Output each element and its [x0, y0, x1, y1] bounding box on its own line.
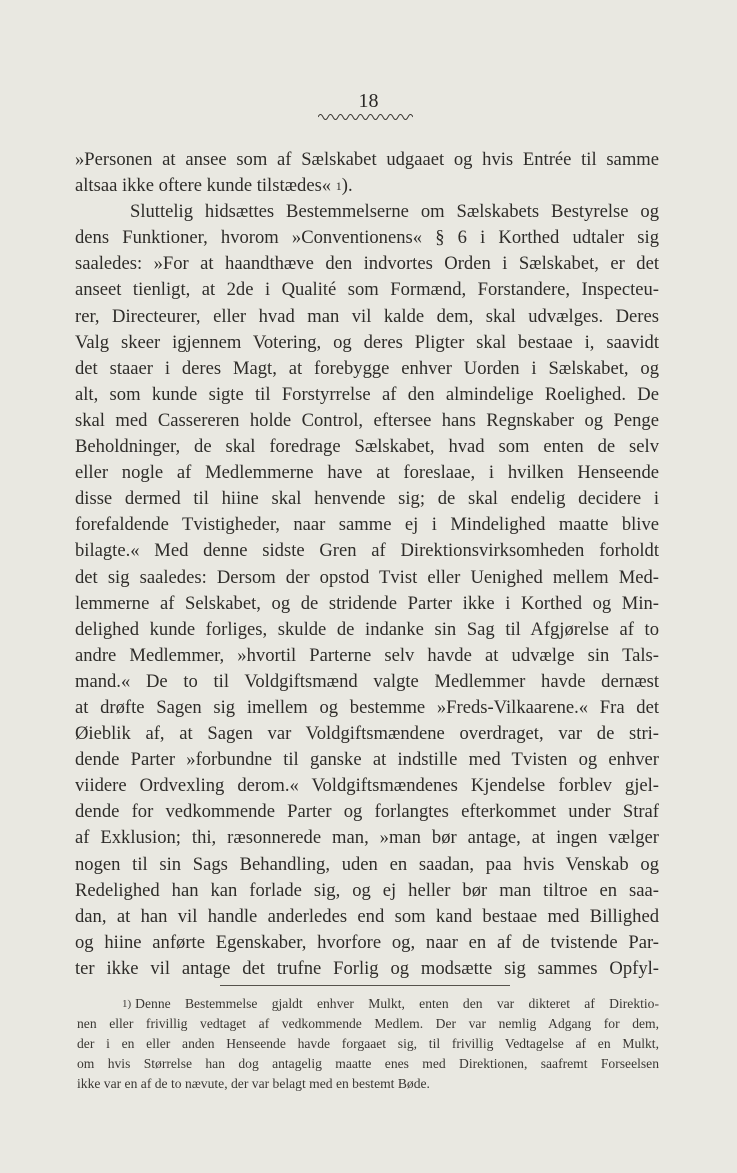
- text-line: Sluttelig hidsættes Bestemmelserne om Sælskabets Bestyrelse og: [130, 201, 659, 223]
- text-line: at drøfte Sagen sig imellem og bestemme »Freds-Vilkaarene.« Fra det: [75, 696, 659, 718]
- text-line: eller nogle af Medlemmerne have at foreslaae, i hvilken Henseende: [75, 462, 659, 484]
- text-line: og hiine anførte Egenskaber, hvorfore og, naar en af de tvistende Par-: [75, 931, 659, 953]
- text-line: dens Funktioner, hvorom »Conventionens« § 6 i Korthed udtaler sig: [75, 227, 659, 249]
- footnote-line: $^{1)}$ Denne Bestemmelse gjaldt enhver Mulkt, enten den var dikteret af Direktio-: [122, 996, 659, 1011]
- text-line: andre Medlemmer, »hvortil Parterne selv havde at udvælge sin Tals-: [75, 644, 659, 666]
- footnote-line: ikke var en af de to nævute, der var belagt med en bestemt Bøde.: [77, 1076, 430, 1092]
- footnote-mark: 1): [122, 998, 132, 1010]
- text-line: Beholdninger, de skal foredrage Sælskabet, hvad som enten de selv: [75, 436, 659, 458]
- text-line: Redelighed han kan forlade sig, og ej heller bør man tiltroe en saa-: [75, 879, 659, 901]
- text-line: mand.« De to til Voldgiftsmænd valgte Medlemmer havde dernæst: [75, 670, 659, 692]
- text-line: altsaa ikke oftere kunde tilstædes« $^1$).: [75, 175, 353, 197]
- page-number: 18: [358, 90, 379, 112]
- footnote-line: nen eller frivillig vedtaget af vedkommende Medlem. Der var nemlig Adgang for dem,: [77, 1016, 659, 1032]
- text-line: skal med Cassereren holde Control, eftersee hans Regnskaber og Penge: [75, 409, 659, 431]
- footnote-line: om hvis Størrelse han dog antagelig maatte enes med Direktionen, saafremt Forseelsen: [77, 1056, 659, 1072]
- text-line: ter ikke vil antage det trufne Forlig og modsætte sig sammes Opfyl-: [75, 957, 659, 979]
- text-line: rer, Directeurer, eller hvad man vil kalde dem, skal udvælges. Deres: [75, 305, 659, 327]
- body-text: [75, 147, 659, 982]
- text-line: dende Parter »forbundne til ganske at indstille med Tvisten og enhver: [75, 749, 659, 771]
- footnote-line: der i en eller anden Henseende havde forgaaet sig, til frivillig Vedtagelse af en Mulkt,: [77, 1036, 659, 1052]
- text-line: saaledes: »For at haandthæve den indvortes Orden i Sælskabet, er det: [75, 253, 659, 275]
- text-line: dende for vedkommende Parter og forlangtes efterkommet under Straf: [75, 801, 659, 823]
- text-line: alt, som kunde sigte til Forstyrrelse af den almindelige Roelighed. De: [75, 383, 659, 405]
- footnote-reference: 1: [335, 179, 342, 194]
- text-line: lemmerne af Selskabet, og de stridende Parter ikke i Korthed og Min-: [75, 592, 659, 614]
- text-line: »Personen at ansee som af Sælskabet udgaaet og hvis Entrée til samme: [75, 149, 659, 170]
- text-line: delighed kunde forliges, skulde de indanke sin Sag til Afgjørelse af to: [75, 618, 659, 640]
- footnote-divider: [220, 985, 510, 986]
- text-line: forefaldende Tvistigheder, naar samme ej i Mindelighed maatte blive: [75, 514, 659, 536]
- text-line: disse dermed til hiine skal henvende sig; de skal endelig decidere i: [75, 488, 659, 510]
- wavy-ornament-icon: [318, 112, 413, 122]
- text-line: anseet tienligt, at 2de i Qualité som Formænd, Forstandere, Inspecteu-: [75, 279, 659, 301]
- text-line: bilagte.« Med denne sidste Gren af Direktionsvirksomheden forholdt: [75, 540, 659, 562]
- text-line: Valg skeer igjennem Votering, og deres Pligter skal bestaae i, saavidt: [75, 331, 659, 353]
- text-line: nogen til sin Sags Behandling, uden en saadan, paa hvis Venskab og: [75, 853, 659, 875]
- text-line: viidere Ordvexling derom.« Voldgiftsmændenes Kjendelse forblev gjel-: [75, 775, 659, 797]
- text-line: af Exklusion; thi, ræsonnerede man, »man bør antage, at ingen vælger: [75, 827, 659, 849]
- text-line: det sig saaledes: Dersom der opstod Tvist eller Uenighed mellem Med-: [75, 566, 659, 588]
- text-line: Øieblik af, at Sagen var Voldgiftsmændene overdraget, var de stri-: [75, 723, 659, 745]
- text-line: dan, at han vil handle anderledes end som kand bestaae med Billighed: [75, 905, 659, 927]
- text-line: det staaer i deres Magt, at forebygge enhver Uorden i Sælskabet, og: [75, 357, 659, 379]
- footnote: [77, 994, 659, 1094]
